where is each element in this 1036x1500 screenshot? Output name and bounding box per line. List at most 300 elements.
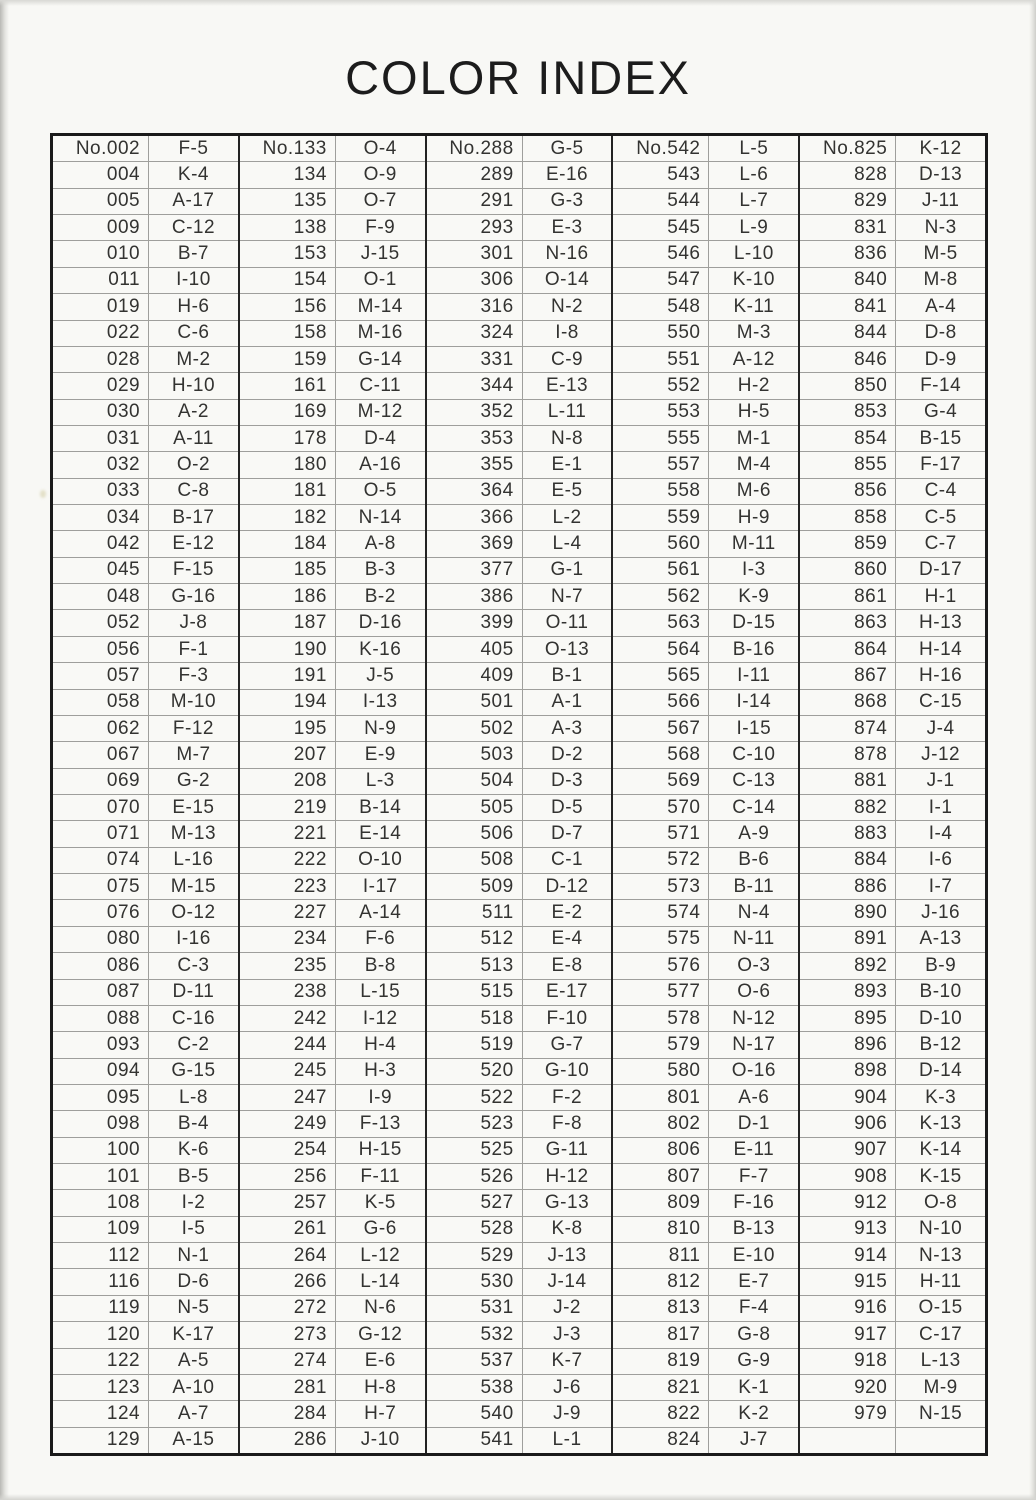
scan-edge-top: [0, 0, 1036, 6]
table-row: [240, 662, 425, 688]
grid-code-cell: B-5: [177, 1165, 209, 1187]
grid-code-cell: L-15: [360, 981, 401, 1003]
table-row: [800, 952, 985, 978]
grid-code-cell: N-1: [177, 1244, 210, 1266]
color-number-cell: No.288: [427, 136, 523, 161]
grid-code-cell: I-14: [736, 691, 772, 713]
table-row: [53, 899, 238, 925]
grid-code-cell: J-5: [366, 664, 395, 686]
color-number-cell: 249: [240, 1111, 336, 1136]
grid-code-cell: O-3: [737, 954, 771, 976]
table-row: [240, 320, 425, 346]
table-row: [427, 1427, 612, 1453]
grid-code-cell: F-16: [733, 1192, 775, 1214]
table-row: [53, 1400, 238, 1426]
grid-code-cell: D-12: [545, 875, 589, 897]
color-number-cell: 116: [53, 1269, 149, 1294]
grid-code-cell: H-6: [177, 295, 210, 317]
grid-code-cell: H-14: [919, 638, 963, 660]
grid-code-cell: L-13: [920, 1350, 961, 1372]
color-number-cell: 891: [800, 927, 896, 952]
grid-code-cell: H-15: [358, 1139, 402, 1161]
color-number-cell: 569: [613, 769, 709, 794]
color-number-cell: 854: [800, 426, 896, 451]
table-row: [800, 161, 985, 187]
color-number-cell: 386: [427, 584, 523, 609]
color-number-cell: 503: [427, 742, 523, 767]
table-row: [427, 1163, 612, 1189]
grid-code-cell: I-16: [176, 928, 211, 950]
grid-code-cell: L-4: [552, 533, 582, 555]
table-row: [53, 214, 238, 240]
grid-code-cell: F-14: [920, 374, 962, 396]
table-row: [53, 715, 238, 741]
grid-code-cell: F-7: [738, 1165, 769, 1187]
grid-code-cell: F-8: [552, 1112, 583, 1134]
color-number-cell: 095: [53, 1085, 149, 1110]
table-row: [240, 1321, 425, 1347]
grid-code-cell: O-12: [171, 902, 216, 924]
table-row: [240, 583, 425, 609]
grid-code-cell: N-3: [924, 216, 957, 238]
table-row: [240, 530, 425, 556]
grid-code-cell: E-6: [364, 1350, 396, 1372]
table-row: [427, 926, 612, 952]
color-number-cell: 245: [240, 1059, 336, 1084]
table-row: [240, 979, 425, 1005]
grid-code-cell: O-15: [918, 1297, 963, 1319]
color-number-cell: 567: [613, 716, 709, 741]
grid-code-cell: K-7: [551, 1350, 583, 1372]
table-row: [613, 768, 798, 794]
table-row: [240, 1400, 425, 1426]
grid-code-cell: G-11: [545, 1139, 589, 1161]
color-number-cell: 550: [613, 321, 709, 346]
color-number-cell: 324: [427, 321, 523, 346]
color-number-cell: 108: [53, 1190, 149, 1215]
color-number-cell: 505: [427, 795, 523, 820]
grid-code-cell: F-3: [178, 664, 209, 686]
color-number-cell: 867: [800, 663, 896, 688]
grid-code-cell: L-10: [733, 243, 774, 265]
table-row: [427, 1374, 612, 1400]
grid-code-cell: E-15: [172, 796, 215, 818]
grid-code-cell: D-3: [550, 770, 584, 792]
color-number-cell: 194: [240, 690, 336, 715]
color-number-cell: 920: [800, 1375, 896, 1400]
color-number-cell: 543: [613, 162, 709, 187]
color-number-cell: 907: [800, 1138, 896, 1163]
color-number-cell: 545: [613, 215, 709, 240]
table-row: [613, 504, 798, 530]
grid-code-cell: F-12: [172, 717, 214, 739]
grid-code-cell: D-15: [732, 612, 776, 634]
grid-code-cell: N-16: [545, 243, 589, 265]
table-row: [800, 214, 985, 240]
color-number-cell: 219: [240, 795, 336, 820]
color-number-cell: 261: [240, 1217, 336, 1242]
table-row: [800, 504, 985, 530]
color-number-cell: 896: [800, 1032, 896, 1057]
table-row: [427, 1295, 612, 1321]
color-number-cell: 223: [240, 874, 336, 899]
grid-code-cell: I-13: [362, 691, 398, 713]
grid-code-cell: C-16: [171, 1007, 216, 1029]
color-number-cell: 187: [240, 610, 336, 635]
table-row: [240, 715, 425, 741]
table-row: [427, 504, 612, 530]
table-row: [613, 715, 798, 741]
color-number-cell: 274: [240, 1349, 336, 1374]
grid-code-cell: E-2: [551, 902, 583, 924]
grid-code-cell: A-11: [173, 427, 214, 449]
color-number-cell: 856: [800, 479, 896, 504]
color-number-cell: 576: [613, 953, 709, 978]
color-number-cell: 190: [240, 637, 336, 662]
color-number-cell: 234: [240, 927, 336, 952]
grid-code-cell: J-8: [179, 612, 208, 634]
grid-code-cell: C-6: [177, 322, 210, 344]
table-row: [53, 820, 238, 846]
table-row: [427, 240, 612, 266]
table-row: [53, 1427, 238, 1453]
grid-code-cell: E-7: [738, 1271, 770, 1293]
grid-code-cell: J-12: [921, 743, 961, 765]
table-row: [427, 847, 612, 873]
color-number-cell: 208: [240, 769, 336, 794]
grid-code-cell: I-17: [362, 875, 398, 897]
grid-code-cell: N-9: [364, 717, 397, 739]
grid-code-cell: B-6: [738, 849, 770, 871]
color-number-cell: 828: [800, 162, 896, 187]
grid-code-cell: I-9: [368, 1086, 393, 1108]
table-row: [427, 1268, 612, 1294]
color-number-cell: 898: [800, 1059, 896, 1084]
grid-code-cell: G-13: [544, 1192, 590, 1214]
color-number-cell: 169: [240, 400, 336, 425]
color-number-cell: 266: [240, 1269, 336, 1294]
table-row: [53, 662, 238, 688]
table-row: [53, 451, 238, 477]
grid-code-cell: O-13: [544, 638, 590, 660]
color-number-cell: 180: [240, 452, 336, 477]
color-number-cell: 056: [53, 637, 149, 662]
table-row: [53, 636, 238, 662]
grid-code-cell: C-4: [924, 480, 957, 502]
table-row: [427, 136, 612, 161]
color-number-cell: 908: [800, 1164, 896, 1189]
table-row: [240, 768, 425, 794]
table-row: [613, 1242, 798, 1268]
grid-code-cell: H-3: [364, 1060, 397, 1082]
table-group: [798, 136, 985, 1453]
table-row: [800, 794, 985, 820]
table-row: [613, 1031, 798, 1057]
grid-code-cell: G-7: [550, 1033, 584, 1055]
grid-code-cell: N-13: [919, 1244, 963, 1266]
table-row: [427, 1137, 612, 1163]
grid-code-cell: H-16: [919, 664, 963, 686]
color-number-cell: 062: [53, 716, 149, 741]
grid-code-cell: K-1: [738, 1376, 770, 1398]
color-number-cell: 109: [53, 1217, 149, 1242]
table-row: [613, 136, 798, 161]
table-row: [240, 214, 425, 240]
grid-code-cell: L-16: [173, 849, 214, 871]
grid-code-cell: D-1: [737, 1112, 770, 1134]
grid-code-cell: E-3: [551, 216, 583, 238]
grid-code-cell: K-15: [919, 1165, 962, 1187]
grid-code-cell: C-13: [732, 770, 776, 792]
table-row: [427, 1242, 612, 1268]
color-number-cell: 558: [613, 479, 709, 504]
grid-code-cell: G-10: [544, 1060, 590, 1082]
grid-code-cell: C-8: [177, 480, 210, 502]
grid-code-cell: C-7: [924, 533, 957, 555]
grid-code-cell: C-3: [177, 954, 210, 976]
grid-code-cell: M-5: [923, 243, 958, 265]
grid-code-cell: B-15: [919, 427, 962, 449]
color-number-cell: 822: [613, 1401, 709, 1426]
color-number-cell: 844: [800, 321, 896, 346]
table-row: [53, 1110, 238, 1136]
color-number-cell: 257: [240, 1190, 336, 1215]
grid-code-cell: J-16: [921, 902, 961, 924]
table-row: [240, 926, 425, 952]
color-number-cell: 864: [800, 637, 896, 662]
color-number-cell: 042: [53, 531, 149, 556]
grid-code-cell: J-9: [553, 1402, 581, 1424]
color-number-cell: 552: [613, 373, 709, 398]
color-number-cell: 058: [53, 690, 149, 715]
table-row: [240, 820, 425, 846]
grid-code-cell: C-9: [550, 348, 584, 370]
table-row: [240, 1295, 425, 1321]
table-row: [53, 161, 238, 187]
color-number-cell: 369: [427, 531, 523, 556]
scan-speck: [40, 490, 46, 498]
grid-code-cell: K-12: [919, 137, 962, 159]
table-row: [240, 1005, 425, 1031]
color-number-cell: 186: [240, 584, 336, 609]
color-number-cell: 010: [53, 241, 149, 266]
table-row: [240, 1163, 425, 1189]
table-row: [613, 794, 798, 820]
grid-code-cell: D-11: [172, 981, 215, 1003]
table-row: [427, 689, 612, 715]
color-number-cell: 028: [53, 347, 149, 372]
table-row: [613, 741, 798, 767]
table-row: [427, 399, 612, 425]
color-number-cell: 178: [240, 426, 336, 451]
table-row: [613, 1295, 798, 1321]
grid-code-cell: E-5: [551, 480, 583, 502]
color-number-cell: 807: [613, 1164, 709, 1189]
color-number-cell: 087: [53, 980, 149, 1005]
grid-code-cell: I-4: [928, 823, 953, 845]
table-row: [613, 293, 798, 319]
table-row: [53, 320, 238, 346]
grid-code-cell: E-11: [733, 1139, 775, 1161]
table-row: [613, 926, 798, 952]
table-row: [53, 873, 238, 899]
color-number-cell: 301: [427, 241, 523, 266]
color-number-cell: 191: [240, 663, 336, 688]
table-row: [800, 662, 985, 688]
color-number-cell: 572: [613, 848, 709, 873]
grid-code-cell: A-13: [919, 928, 962, 950]
grid-code-cell: L-5: [739, 137, 769, 159]
grid-code-cell: C-10: [732, 743, 776, 765]
grid-code-cell: O-16: [731, 1060, 776, 1082]
color-number-cell: 819: [613, 1349, 709, 1374]
color-number-cell: 817: [613, 1322, 709, 1347]
color-number-cell: 893: [800, 980, 896, 1005]
table-row: [240, 188, 425, 214]
color-number-cell: 029: [53, 373, 149, 398]
color-number-cell: 353: [427, 426, 523, 451]
table-row: [613, 1005, 798, 1031]
table-row: [427, 1084, 612, 1110]
table-row: [427, 609, 612, 635]
color-number-cell: 032: [53, 452, 149, 477]
table-row: [427, 583, 612, 609]
grid-code-cell: K-9: [738, 585, 770, 607]
color-number-cell: 355: [427, 452, 523, 477]
color-number-cell: 009: [53, 215, 149, 240]
color-number-cell: 123: [53, 1375, 149, 1400]
table-row: [613, 636, 798, 662]
color-number-cell: 555: [613, 426, 709, 451]
table-row: [53, 583, 238, 609]
table-row: [427, 346, 612, 372]
table-row: [613, 557, 798, 583]
table-row: [800, 847, 985, 873]
color-index-table: [50, 133, 988, 1456]
table-row: [240, 478, 425, 504]
color-number-cell: 895: [800, 1006, 896, 1031]
color-number-cell: 135: [240, 189, 336, 214]
color-number-cell: 564: [613, 637, 709, 662]
table-row: [613, 1268, 798, 1294]
color-number-cell: 501: [427, 690, 523, 715]
table-row: [240, 609, 425, 635]
table-row: [53, 768, 238, 794]
grid-code-cell: A-3: [551, 717, 583, 739]
grid-code-cell: H-11: [919, 1271, 962, 1293]
grid-code-cell: B-12: [919, 1033, 962, 1055]
color-number-cell: 306: [427, 268, 523, 293]
table-row: [613, 399, 798, 425]
table-row: [240, 952, 425, 978]
grid-code-cell: K-6: [177, 1139, 209, 1161]
grid-code-cell: G-3: [550, 190, 584, 212]
table-group: [238, 136, 425, 1453]
grid-code-cell: O-10: [358, 849, 403, 871]
grid-code-cell: C-11: [359, 374, 402, 396]
color-number-cell: 886: [800, 874, 896, 899]
grid-code-cell: J-4: [926, 717, 955, 739]
grid-code-cell: M-3: [736, 322, 771, 344]
color-number-cell: 101: [53, 1164, 149, 1189]
color-number-cell: 565: [613, 663, 709, 688]
grid-code-cell: I-1: [928, 796, 953, 818]
table-row: [53, 1295, 238, 1321]
color-number-cell: 884: [800, 848, 896, 873]
grid-code-cell: E-8: [551, 954, 583, 976]
color-number-cell: No.002: [53, 136, 149, 161]
color-number-cell: 882: [800, 795, 896, 820]
color-number-cell: 112: [53, 1243, 149, 1268]
table-row: [53, 1348, 238, 1374]
grid-code-cell: L-7: [739, 190, 769, 212]
grid-code-cell: O-14: [544, 269, 590, 291]
grid-code-cell: N-14: [358, 506, 402, 528]
table-row: [427, 530, 612, 556]
grid-code-cell: L-3: [365, 770, 395, 792]
table-row: [53, 530, 238, 556]
grid-code-cell: K-10: [732, 269, 775, 291]
table-row: [800, 1348, 985, 1374]
grid-code-cell: D-10: [919, 1007, 963, 1029]
color-number-cell: 813: [613, 1296, 709, 1321]
table-row: [240, 1110, 425, 1136]
color-number-cell: 523: [427, 1111, 523, 1136]
grid-code-cell: J-3: [553, 1323, 581, 1345]
color-number-cell: 377: [427, 558, 523, 583]
color-number-cell: 918: [800, 1349, 896, 1374]
color-number-cell: 509: [427, 874, 523, 899]
grid-code-cell: J-2: [553, 1297, 581, 1319]
grid-code-cell: G-16: [171, 585, 216, 607]
color-number-cell: 227: [240, 900, 336, 925]
table-row: [427, 214, 612, 240]
color-number-cell: 548: [613, 294, 709, 319]
grid-code-cell: F-9: [365, 216, 396, 238]
table-row: [53, 1216, 238, 1242]
color-number-cell: 366: [427, 505, 523, 530]
grid-code-cell: G-4: [924, 401, 958, 423]
color-number-cell: 544: [613, 189, 709, 214]
table-row: [613, 1110, 798, 1136]
grid-code-cell: A-15: [172, 1429, 215, 1451]
table-row: [800, 188, 985, 214]
grid-code-cell: G-1: [550, 559, 584, 581]
table-row: [613, 1427, 798, 1453]
color-number-cell: 836: [800, 241, 896, 266]
grid-code-cell: G-8: [737, 1323, 771, 1345]
grid-code-cell: M-6: [736, 480, 771, 502]
color-number-cell: 511: [427, 900, 523, 925]
color-number-cell: 810: [613, 1217, 709, 1242]
grid-code-cell: B-9: [925, 954, 957, 976]
table-row: [800, 267, 985, 293]
color-number-cell: 541: [427, 1428, 523, 1453]
grid-code-cell: N-4: [737, 902, 770, 924]
table-row: [240, 399, 425, 425]
table-row: [53, 1189, 238, 1215]
grid-code-cell: M-8: [923, 269, 958, 291]
table-row: [53, 504, 238, 530]
table-row: [53, 346, 238, 372]
color-number-cell: 119: [53, 1296, 149, 1321]
grid-code-cell: L-14: [360, 1271, 401, 1293]
color-number-cell: 561: [613, 558, 709, 583]
grid-code-cell: D-2: [550, 743, 584, 765]
scan-edge-left: [0, 0, 9, 1500]
color-number-cell: 513: [427, 953, 523, 978]
table-row: [800, 293, 985, 319]
